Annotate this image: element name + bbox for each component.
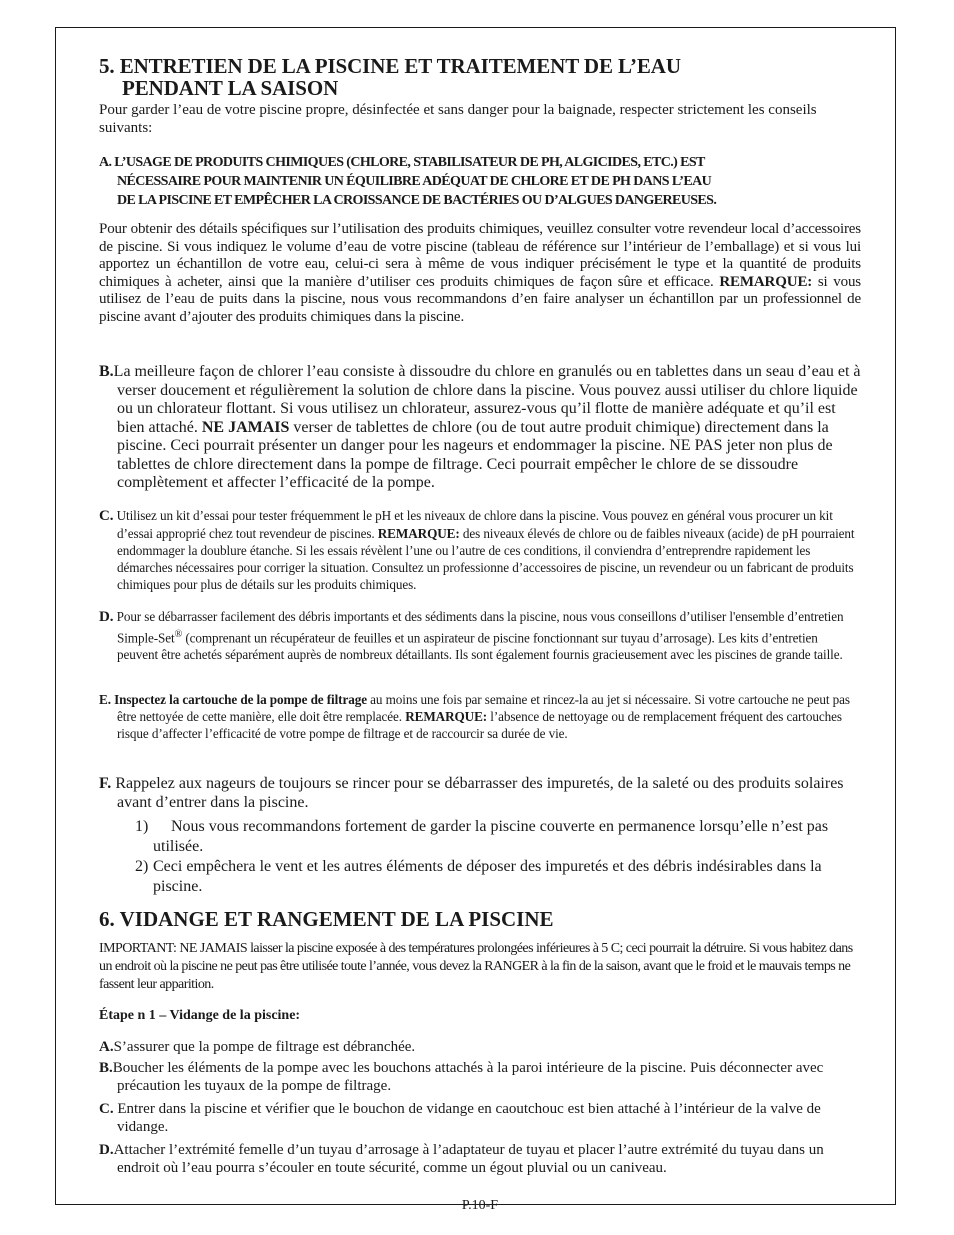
item-a-body-text-2: si vous utilisez de l’eau de puits dans la piscine, nous vous recommandons d’en faire analyser un échantillon par un professionnel de piscine avant d’ajouter des produits chimiques dans la piscine. [99,273,861,325]
item-d-text-2: (comprenant un récupérateur de feuilles et un aspirateur de piscine fonctionnant sur tuyau d’arrosage). Les kits d’entretien peuvent être achetés séparément auprès de nombreux détaillants. Ils sont également fournis gracieusement avec les piscines de grande taille. [117,630,843,663]
step-1-item-d-letter: D. [99,1142,114,1158]
item-c-bold: REMARQUE: [377,526,460,541]
item-e [99,691,861,742]
step-1-item-b [99,1059,861,1095]
item-c-letter: C. [99,508,114,524]
item-a-heading-line3: DE LA PISCINE ET EMPÊCHER LA CROISSANCE DE BACTÉRIES OU D’ALGUES DANGEREUSES. [117,193,717,208]
step-1-item-c-text: Entrer dans la piscine et vérifier que le bouchon de vidange en caoutchouc est bien attaché à l’intérieur de la valve de vidange. [113,1101,821,1135]
section-5-title-line1: 5. ENTRETIEN DE LA PISCINE ET TRAITEMENT DE L’EAU [99,54,681,78]
step-1-item-a-letter: A. [99,1039,114,1055]
item-d-letter: D. [99,609,114,625]
item-e-text-2: l’absence de nettoyage ou de remplacement fréquent des cartouches risque d’affecter l’efficacité de votre pompe de filtrage et de raccourcir sa durée de vie. [117,709,842,741]
item-a-body-text: Pour obtenir des détails spécifiques sur l’utilisation des produits chimiques, veuillez consulter votre revendeur local d’accessoires de piscine. Si vous indiquez le volume d’eau de votre piscine (tableau de référence sur l’intérieur de l’emballage) et si vous lui apportez un échantillon de votre eau, celui-ci sera à même de vous indiquer précisément le type et la quantité de produits chimiques à acheter, ainsi que la manière d’utiliser ces produits chimiques de façon sûre et efficace. [99,221,861,290]
item-d-text: Pour se débarrasser facilement des débris importants et des sédiments dans la piscine, nous vous conseillons d’utiliser l'ensemble d’entretien Simple-Set [113,609,844,646]
step-1-heading: Étape n 1 – Vidange de la piscine: [99,1008,301,1023]
step-1-item-c-letter: C. [99,1101,114,1117]
item-a-heading [99,153,861,210]
registered-mark: ® [174,629,183,640]
item-c-text: Utilisez un kit d’essai pour tester fréquemment le pH et les niveaux de chlore dans la piscine. Vous pouvez en général vous procurer un kit d’essai approprié chez tout revendeur de piscines. [113,508,833,541]
item-f-sub-1-number: 1) [135,818,149,835]
section-5-title [99,55,861,99]
item-f-sub-1-text: Nous vous recommandons fortement de garder la piscine couverte en permanence lorsqu’elle n’est pas utilisée. [153,818,829,855]
item-f-sub-2 [117,857,861,896]
item-f-sub-2-number: 2) [135,858,149,875]
item-b-bold: NE JAMAIS [201,418,290,436]
page-content [99,54,861,1213]
item-a-heading-line2: NÉCESSAIRE POUR MAINTENIR UN ÉQUILIBRE ADÉQUAT DE CHLORE ET DE PH DANS L’EAU [117,174,712,189]
item-e-text: au moins une fois par semaine et rincez-la au jet si nécessaire. Si votre cartouche ne peut pas être nettoyée de cette manière, elle doit être remplacée. [117,692,850,724]
item-a-remarque-label: REMARQUE: [719,273,813,290]
step-1-item-b-letter: B. [99,1060,113,1076]
step-1-item-d-text: Attacher l’extrémité femelle d’un tuyau d’arrosage à l’adaptateur de tuyau et placer l’autre extrémité du tuyau dans un endroit où l’eau pourra s’écouler en toute sécurité, comme un égout pluvial ou un caniveau. [113,1142,824,1176]
step-1-item-d [99,1141,861,1177]
item-b-text: La meilleure façon de chlorer l’eau consiste à dissoudre du chlore en granulés ou en tablettes dans un seau d’eau et à verser doucement et régulièrement la solution de chlore dans la piscine. Vous pouvez aussi utiliser du chlore liquide ou un chlorateur flottant. Si vous utilisez un chlorateur, assurez-vous qu’il flotte de manière adéquate et qu’il est bien attaché. [113,363,861,436]
page-frame [55,27,896,1213]
item-c [99,507,861,593]
item-a-heading-line1: A. L’USAGE DE PRODUITS CHIMIQUES (CHLORE, STABILISATEUR DE PH, ALGICIDES, ETC.) EST [99,155,705,170]
item-b-letter: B. [99,363,114,380]
step-1-item-a [99,1038,861,1056]
item-c-text-2: des niveaux élevés de chlore ou de faibles niveaux (acide) de pH pourraient endommager la doublure étanche. Si les essais révèlent l’une ou l’autre de ces conditions, il conviendra d’entreprendre rapidement les démarches nécessaires pour corriger la situation. Consultez un professionne d’accessoires de piscine, un revendeur ou un fabricant de produits chimiques pour plus de détails sur les produits chimiques. [117,526,855,592]
step-1-item-c [99,1100,861,1136]
item-a-body [99,221,861,326]
section-5-intro: Pour garder l’eau de votre piscine propre, désinfectée et sans danger pour la baignade, respecter strictement les conseils suivants: [99,102,817,136]
step-1-item-b-text: Boucher les éléments de la pompe avec les bouchons attachés à la paroi intérieure de la piscine. Puis déconnecter avec précaution les tuyaux de la pompe de filtrage. [112,1060,824,1094]
section-6-important: IMPORTANT: NE JAMAIS laisser la piscine exposée à des températures prolongées inférieures à 5 C; ceci pourrait la détruire. Si vous habitez dans un endroit où la piscine ne peut pas être utilisée toute l’année, vous devez la RANGER à la fin de la saison, avant que le froid et le mauvais temps ne fassent leur apparition. [99,941,853,992]
item-e-bold: E. Inspectez la cartouche de la pompe de filtrage [99,692,367,707]
item-e-bold-2: REMARQUE: [405,709,488,724]
item-f-sub-1 [117,817,861,856]
item-f-sub-2-text: Ceci empêchera le vent et les autres éléments de déposer des impuretés et des débris indésirables dans la piscine. [153,858,822,895]
item-b [99,363,861,493]
item-b-text-2: verser de tablettes de chlore (ou de tout autre produit chimique) directement dans la piscine. Ceci pourrait présenter un danger pour les nageurs et endommager la piscine. NE PAS jeter non plus de tablettes de chlore directement dans la pompe de filtrage. Ceci pourrait empêcher le chlore de se dissoudre complètement et affecter l’efficacité de la pompe. [117,418,833,491]
item-f-letter: F. [99,775,112,792]
item-f [99,775,861,812]
section-6-title: 6. VIDANGE ET RANGEMENT DE LA PISCINE [99,907,554,931]
section-5-title-line2: PENDANT LA SAISON [122,76,339,100]
page-number: P.10-F [461,1198,499,1213]
item-d [99,608,861,663]
step-1-item-a-text: S’assurer que la pompe de filtrage est débranchée. [113,1039,416,1055]
item-f-text: Rappelez aux nageurs de toujours se rincer pour se débarrasser des impuretés, de la saleté ou des produits solaires avant d’entrer dans la piscine. [111,775,844,811]
